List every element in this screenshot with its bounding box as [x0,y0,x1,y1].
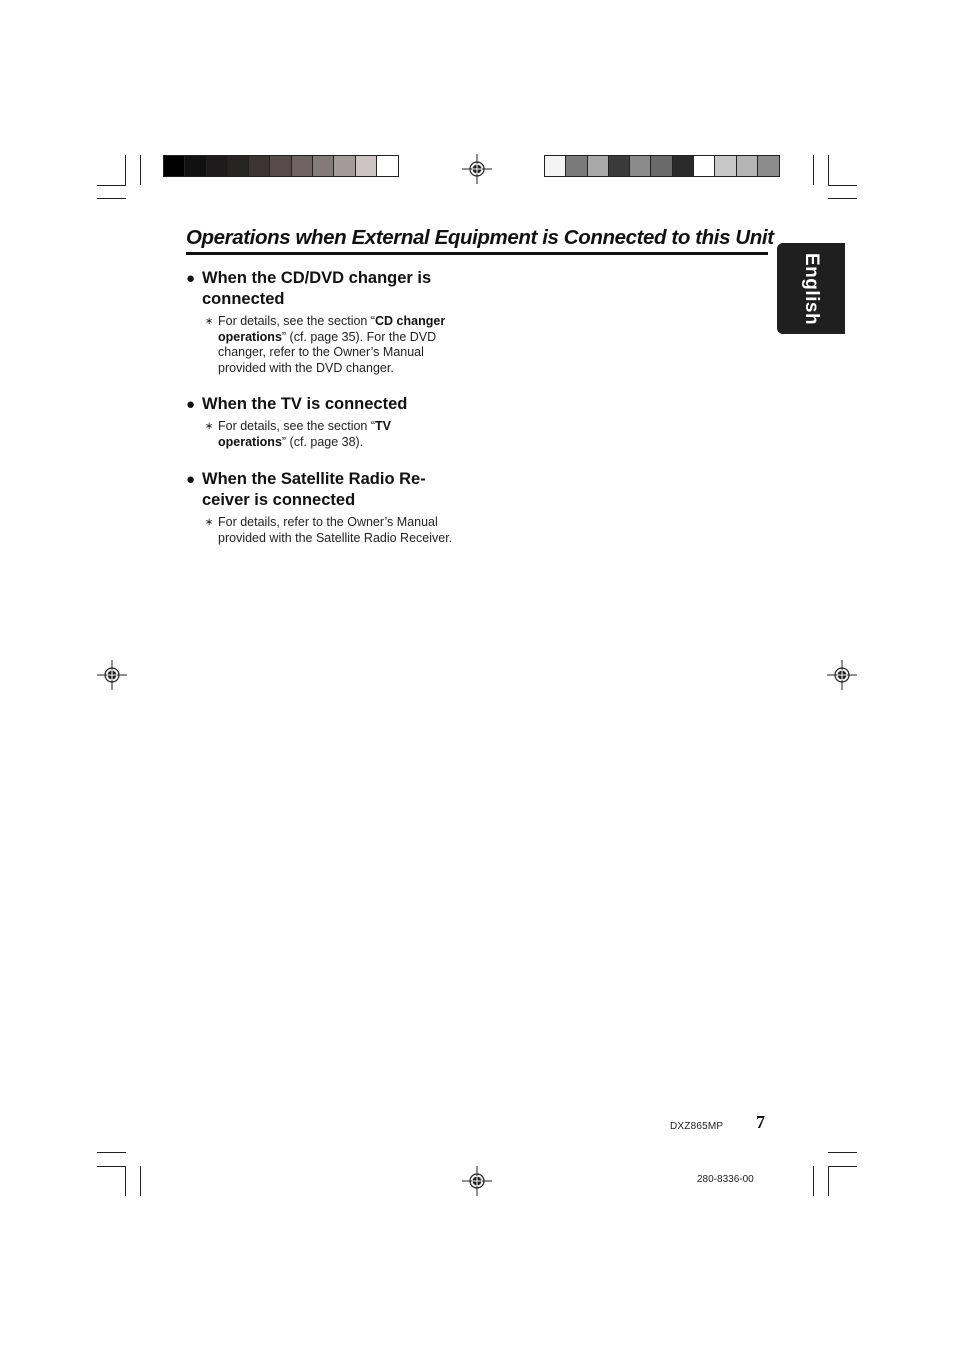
color-swatch [545,156,566,176]
crop-mark [125,1166,126,1196]
crop-mark [813,1166,814,1196]
section-heading [186,394,471,415]
crop-mark [828,198,857,199]
crop-mark [97,185,126,186]
note-text: For details, refer to the Owner’s Manual provided with the Satellite Radio Receiver. [218,515,453,545]
section-heading [186,469,471,511]
crop-mark [97,1166,126,1167]
color-swatch [694,156,715,176]
section-heading-text: When the Satellite Radio Re-ceiver is connected [202,470,426,509]
crop-mark [828,1166,857,1167]
color-swatch [609,156,630,176]
asterisk-icon: ∗ [205,316,214,327]
asterisk-icon: ∗ [205,517,214,528]
note-bold-text: CD changer operations [218,314,446,344]
language-tab-label: English [801,252,822,325]
color-swatch [673,156,694,176]
section-heading-text: When the CD/DVD changer is connected [202,269,432,308]
bullet-icon: ● [186,471,196,488]
crop-mark [828,1152,857,1153]
note-text: For details, see the section “ [218,314,376,328]
color-swatch [207,156,228,176]
crop-mark [97,198,126,199]
swatch-bar-left [163,155,399,177]
swatch-bar-right [544,155,780,177]
part-number: 280-8336-00 [697,1174,754,1185]
page-title: Operations when External Equipment is Connected to this Unit [186,226,774,249]
section-note [186,314,471,376]
registration-mark-icon [97,660,127,690]
section-satellite-radio [186,469,471,546]
color-swatch [588,156,609,176]
title-underline [186,252,768,255]
model-number: DXZ865MP [670,1121,724,1132]
color-swatch [566,156,587,176]
section-heading [186,268,471,310]
crop-mark [828,155,829,185]
crop-mark [97,1152,126,1153]
section-note [186,515,471,546]
color-swatch [313,156,334,176]
bullet-icon: ● [186,270,196,287]
language-tab [777,243,845,334]
color-swatch [737,156,758,176]
color-swatch [185,156,206,176]
color-swatch [164,156,185,176]
color-swatch [758,156,779,176]
note-text: For details, see the section “ [218,419,376,433]
page-number: 7 [756,1112,765,1132]
registration-mark-icon [462,1166,492,1196]
note-bold-text: TV operations [218,419,392,449]
note-text: ” (cf. page 38). [281,434,364,449]
note-text: ” (cf. page 35). For the DVD changer, refer to the Owner’s Manual provided with the DVD changer. [218,329,437,375]
bullet-icon: ● [186,396,196,413]
crop-mark [125,155,126,185]
color-swatch [630,156,651,176]
crop-mark [828,185,857,186]
crop-mark [140,155,141,185]
color-swatch [715,156,736,176]
asterisk-icon: ∗ [205,421,214,432]
section-note [186,419,471,450]
color-swatch [377,156,398,176]
color-swatch [651,156,672,176]
color-swatch [356,156,377,176]
color-swatch [249,156,270,176]
crop-mark [140,1166,141,1196]
color-swatch [334,156,355,176]
crop-mark [813,155,814,185]
registration-mark-icon [462,154,492,184]
section-heading-text: When the TV is connected [202,395,408,413]
color-swatch [228,156,249,176]
color-swatch [292,156,313,176]
crop-mark [828,1166,829,1196]
color-swatch [270,156,291,176]
section-tv [186,394,471,450]
registration-mark-icon [827,660,857,690]
section-cd-dvd-changer [186,268,471,376]
